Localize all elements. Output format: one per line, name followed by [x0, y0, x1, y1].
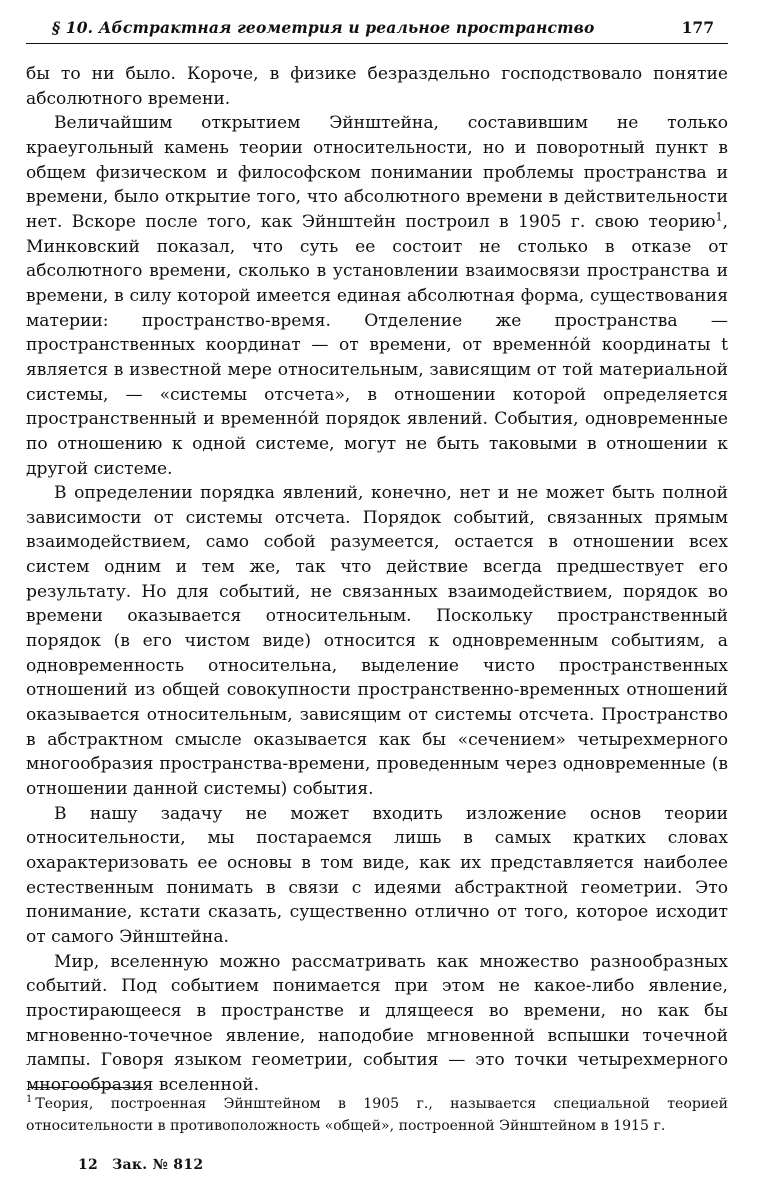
paragraph-2-text: Величайшим открытием Эйнштейна, составившим не только краеугольный камень теории относительности, но и поворотный пункт в общем физическом и философском понимании проблемы пространства и времени, было открытие того, что абсолютного времени в действительности нет. Вскоре после того, как Эйнштейн построил в 1905 г. свою теорию: [26, 113, 728, 232]
printer-signature: [78, 1157, 217, 1173]
footnote-text: Теория, построенная Эйнштейном в 1905 г., называется специальной теорией относительности в противоположность «общей», построенной Эйнштейном в 1915 г.: [26, 1096, 728, 1134]
paragraph-1: бы то ни было. Короче, в физике безраздельно господствовало понятие абсолютного времени.: [26, 64, 728, 109]
footnote: [26, 1093, 728, 1137]
header-rule: [26, 43, 728, 44]
page-number: 177: [681, 18, 714, 37]
body-text: [26, 62, 728, 1098]
paragraph-4: В нашу задачу не может входить изложение основ теории относительности, мы постараемся лишь в самых кратких словах охарактеризовать ее основы в том виде, как их представляется наиболее естественным понимать в связи с идеями абстрактной геометрии. Это понимание, кстати сказать, существенно отлично от того, которое исходит от самого Эйнштейна.: [26, 803, 728, 947]
footnote-reference[interactable]: 1: [715, 210, 723, 224]
sheet-number: 12: [78, 1157, 99, 1173]
footnote-rule: [29, 1087, 143, 1088]
running-header: [26, 14, 728, 42]
header-title: § 10. Абстрактная геометрия и реальное пространство: [52, 18, 595, 37]
paragraph-2: Величайшим открытием Эйнштейна, составившим не только краеугольный камень теории относительности, но и поворотный пункт в общем физическом и философском понимании проблемы пространства и времени, было открытие того, что абсолютного времени в действительности нет. Вскоре после того, как Эйнштейн построил в 1905 г. свою теорию$^1$, Минковский показал, что суть ее состоит не столько в отказе от абсолютного времени, сколько в установлении взаимосвязи пространства и времени, в силу которой имеется единая абсолютная форма, существования материи: пространство-время. Отделение же пространства — пространственных координат — от времени, от временно́й координаты t является в известной мере относительным, зависящим от той материальной системы, — «системы отсчета», в отношении которой определяется пространственный и временно́й порядок явлений. События, одновременные по отношению к одной системе, могут не быть таковыми в отношении к другой системе.: [26, 113, 728, 479]
order-number: Зак. № 812: [112, 1157, 204, 1173]
paragraph-2-continuation: Минковский показал, что суть ее состоит не столько в отказе от абсолютного времени, сколько в установлении взаимосвязи пространства и времени, в силу которой имеется единая абсолютная форма, существования материи: пространство-время. Отделение же пространства — пространственных координат — от времени, от временно́й координаты t является в известной мере относительным, зависящим от той материальной системы, — «системы отсчета», в отношении которой определяется пространственный и временно́й порядок явлений. События, одновременные по отношению к одной системе, могут не быть таковыми в отношении к другой системе.: [26, 236, 728, 479]
paragraph-3: В определении порядка явлений, конечно, нет и не может быть полной зависимости от системы отсчета. Порядок событий, связанных прямым взаимодействием, само собой разумеется, остается в отношении всех систем одним и тем же, так что действие всегда предшествует его результату. Но для событий, не связанных взаимодействием, порядок во времени оказывается относительным. Поскольку пространственный порядок (в его чистом виде) относится к одновременным событиям, а одновременность относительна, выделение чисто пространственных отношений из общей совокупности пространственно-временных отношений оказывается относительным, зависящим от системы отсчета. Пространство в абстрактном смысле оказывается как бы «сечением» четырехмерного многообразия пространства-времени, проведенным через одновременные (в отношении данной системы) события.: [26, 483, 728, 800]
footnote-mark: 1: [26, 1094, 33, 1106]
paragraph-5: Мир, вселенную можно рассматривать как множество разнообразных событий. Под событием понимается при этом не какое-либо явление, простирающееся в пространстве и длящееся во времени, но как бы мгновенно-точечное явление, наподобие мгновенной вспышки точечной лампы. Говоря языком геометрии, события — это точки четырехмерного многообразия вселенной.: [26, 951, 728, 1095]
